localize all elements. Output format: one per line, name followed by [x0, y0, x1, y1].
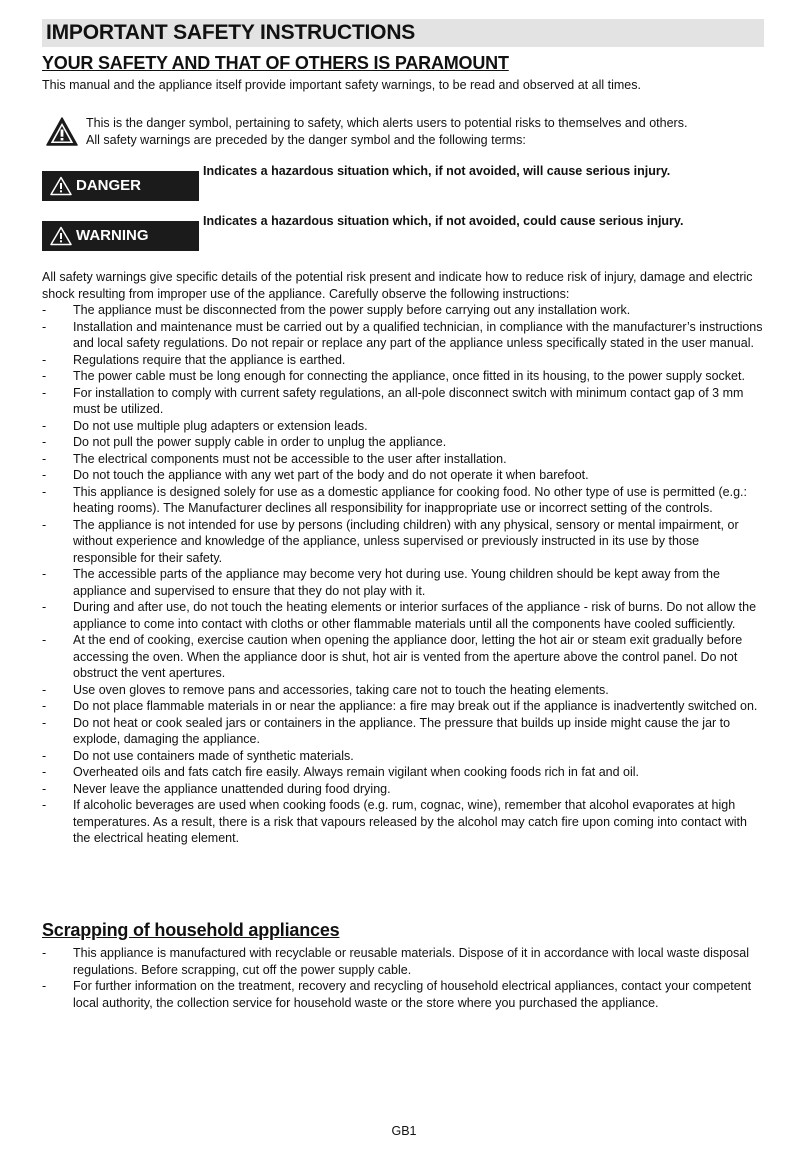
list-item: - The power cable must be long enough for connecting the appliance, once fitted in its housing, to the power supply socket. [42, 368, 764, 385]
list-item: - Use oven gloves to remove pans and accessories, taking care not to touch the heating elements. [42, 682, 764, 699]
list-item: - At the end of cooking, exercise caution when opening the appliance door, letting the hot air or steam exit gradually before accessing the oven. When the appliance door is shut, hot air is vented from the aperture above the control panel. Do not obstruct the vent apertures. [42, 632, 764, 682]
symbol-text-line-2: All safety warnings are preceded by the danger symbol and the following terms: [86, 132, 526, 147]
list-item: - Do not pull the power supply cable in order to unplug the appliance. [42, 434, 764, 451]
list-item: - The electrical components must not be accessible to the user after installation. [42, 451, 764, 468]
list-item: - The appliance must be disconnected from the power supply before carrying out any installation work. [42, 302, 764, 319]
danger-description: Indicates a hazardous situation which, if not avoided, will cause serious injury. [203, 164, 671, 178]
warning-label: WARNING [76, 227, 149, 244]
list-item: - During and after use, do not touch the heating elements or interior surfaces of the appliance - risk of burns. Do not allow the appliance to come into contact with cloths or other flammable materials until all the components have cooled sufficiently. [42, 599, 764, 632]
warning-triangle-icon [50, 176, 72, 196]
page-number: GB1 [391, 1124, 417, 1138]
list-item: - Do not touch the appliance with any wet part of the body and do not operate it when barefoot. [42, 467, 764, 484]
list-item: - Do not use multiple plug adapters or extension leads. [42, 418, 764, 435]
list-item: - Do not use containers made of synthetic materials. [42, 748, 764, 765]
term-danger [42, 164, 766, 201]
list-item: - Do not heat or cook sealed jars or containers in the appliance. The pressure that builds up inside might cause the jar to explode, damaging the appliance. [42, 715, 764, 748]
list-item: - The appliance is not intended for use by persons (including children) with any physical, sensory or mental impairment, or without experience and knowledge of the appliance, unless supervised or previously instructed in its use by those responsible for their safety. [42, 517, 764, 567]
list-item: - If alcoholic beverages are used when cooking foods (e.g. rum, cognac, wine), remember that alcohol evaporates at high temperatures. As a result, there is a risk that vapours released by the alcohol may catch fire upon coming into contact with the electrical heating element. [42, 797, 764, 847]
term-warning [42, 214, 766, 251]
instruction-list [42, 302, 764, 847]
list-item: - Never leave the appliance unattended during food drying. [42, 781, 764, 798]
danger-label: DANGER [76, 177, 142, 194]
intro-paragraph: This manual and the appliance itself provide important safety warnings, to be read and observed at all times. [42, 78, 641, 92]
warnings-intro: All safety warnings give specific details of the potential risk present and indicate how to reduce risk of injury, damage and electric shock resulting from improper use of the appliance. Carefully observe the following instructions: [42, 270, 753, 301]
symbol-text-line-1: This is the danger symbol, pertaining to safety, which alerts users to potential risks to themselves and others. [86, 116, 688, 130]
list-item: - For installation to comply with current safety regulations, an all-pole disconnect switch with minimum contact gap of 3 mm must be utilized. [42, 385, 764, 418]
warning-description: Indicates a hazardous situation which, if not avoided, could cause serious injury. [203, 214, 684, 228]
section-heading-scrapping: Scrapping of household appliances [42, 920, 340, 940]
list-item: - For further information on the treatment, recovery and recycling of household electrical appliances, contact your competent local authority, the collection service for household waste or the store where you purchased the appliance. [42, 978, 764, 1011]
list-item: - This appliance is designed solely for use as a domestic appliance for cooking food. No other type of use is permitted (e.g.: heating rooms). The Manufacturer declines all responsibility for inappropriate use or incorrect setting of the controls. [42, 484, 764, 517]
list-item: - The accessible parts of the appliance may become very hot during use. Young children should be kept away from the appliance and supervised to ensure that they do not play with it. [42, 566, 764, 599]
list-item: - This appliance is manufactured with recyclable or reusable materials. Dispose of it in accordance with local waste disposal regulations. Before scrapping, cut off the power supply cable. [42, 945, 764, 978]
section-heading-safety: YOUR SAFETY AND THAT OF OTHERS IS PARAMOUNT [42, 53, 509, 73]
scrapping-list [42, 945, 764, 1011]
danger-label-box [42, 171, 199, 201]
warning-triangle-icon [50, 226, 72, 246]
list-item: - Do not place flammable materials in or near the appliance: a fire may break out if the appliance is inadvertently switched on. [42, 698, 764, 715]
scrapping-body [42, 945, 764, 1011]
page-title: IMPORTANT SAFETY INSTRUCTIONS [42, 19, 764, 47]
list-item: - Installation and maintenance must be carried out by a qualified technician, in compliance with the manufacturer’s instructions and local safety regulations. Do not repair or replace any part of the appliance unless specifically stated in the user manual. [42, 319, 764, 352]
safety-instructions-body [42, 269, 764, 847]
danger-triangle-icon [46, 117, 78, 147]
list-item: - Overheated oils and fats catch fire easily. Always remain vigilant when cooking foods rich in fat and oil. [42, 764, 764, 781]
list-item: - Regulations require that the appliance is earthed. [42, 352, 764, 369]
warning-label-box [42, 221, 199, 251]
